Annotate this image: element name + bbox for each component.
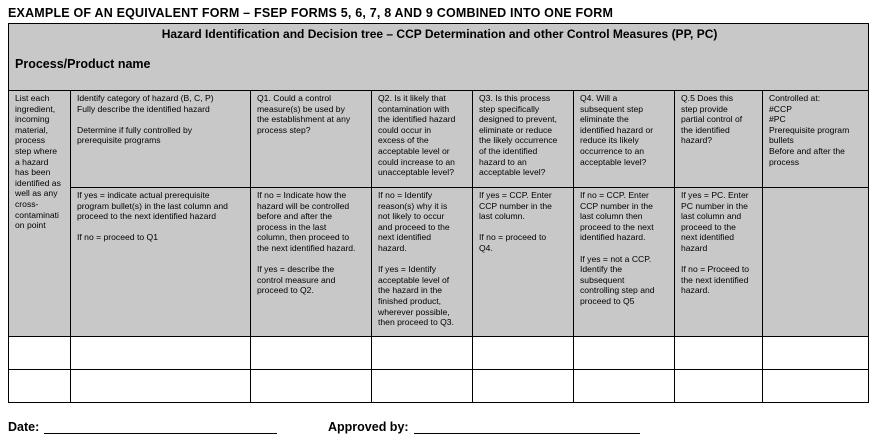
cell-text-line: has been (15, 167, 51, 178)
cell-text-line: acceptable level or (378, 145, 450, 156)
cell-text-line: wherever possible, (378, 306, 450, 317)
cell-text-line: well as any (15, 188, 58, 199)
paragraph-gap (580, 243, 670, 254)
cell-text-line: control measure and (257, 274, 336, 285)
cell-text-line: If no = Indicate how the (257, 190, 347, 200)
cell-text-line: the identified (681, 124, 730, 135)
cell-text-line: of the identified (479, 145, 538, 156)
cell-text-line: subsequent step (580, 103, 644, 114)
cell-text-line: eliminate the (580, 114, 629, 125)
paragraph-gap (77, 114, 246, 125)
entry-cell[interactable] (372, 337, 473, 370)
cell-text-line: Identify the (580, 264, 623, 275)
cell-text-line: Controlled at: (769, 93, 821, 103)
cell-text-line: PC number in the (681, 200, 748, 211)
paragraph-gap (378, 254, 468, 265)
entry-cell[interactable] (251, 337, 372, 370)
cell-text-line: acceptable level of (378, 274, 450, 285)
cell-text-line: proceed to the next (580, 221, 654, 232)
cell-text-line: measure(s) be used by (257, 103, 345, 114)
cell-text-line: ingredient, (15, 103, 56, 114)
paragraph-gap (479, 222, 569, 233)
cell-text-line: contamination with (378, 103, 450, 114)
cell-text-line: could increase to an (378, 156, 455, 167)
cell-text-line: then proceed to Q3. (378, 317, 454, 328)
cell-text-line: hazard. (378, 242, 407, 253)
entry-cell[interactable] (9, 337, 71, 370)
cell-text-line: #CCP (769, 103, 792, 114)
cell-text-line: Q4. Will a (580, 93, 618, 103)
entry-row (9, 337, 869, 370)
cell-text-line: eliminate or reduce (479, 124, 553, 135)
cell-text-line: subsequent (580, 274, 625, 285)
cell-text-line: If yes = PC. Enter (681, 190, 749, 200)
q5-question-cell (675, 91, 763, 188)
cell-text-line: identified hazard or (580, 124, 654, 135)
cell-text-line: not likely to occur (378, 211, 445, 222)
entry-cell[interactable] (251, 370, 372, 403)
cell-text-line: the establishment at any (257, 114, 351, 125)
entry-row (9, 370, 869, 403)
hazard-category-cell (71, 91, 251, 188)
controlled-answer-cell (763, 188, 869, 337)
cell-text-line: If yes = not a CCP. (580, 253, 652, 264)
cell-text-line: the likely occurrence (479, 135, 558, 146)
cell-text-line: a hazard (15, 156, 49, 167)
q3-answer-cell (473, 188, 574, 337)
cell-text-line: #PC (769, 114, 786, 125)
q3-question-cell (473, 91, 574, 188)
question-row (9, 91, 869, 188)
process-product-name-label: Process/Product name (15, 57, 151, 71)
cell-text-line: hazard to an (479, 156, 527, 167)
cell-text-line: Fully describe the identified hazard (77, 103, 210, 114)
cell-text-line: partial control of (681, 114, 743, 125)
q4-answer-cell (574, 188, 675, 337)
cell-text-line: step specifically (479, 103, 540, 114)
cell-text-line: Prerequisite program (769, 124, 850, 135)
entry-cell[interactable] (763, 337, 869, 370)
header-row (9, 24, 869, 91)
cell-text-line: Q3. Is this process (479, 93, 551, 103)
q5-answer-cell (675, 188, 763, 337)
form-header-title: Hazard Identification and Decision tree – CCP Determination and other Control Measures (PP, PC) (161, 27, 718, 41)
cell-text-line: on point (15, 220, 46, 231)
cell-text-line: process (769, 156, 800, 167)
cell-text-line: hazard (681, 242, 708, 253)
cell-text-line: contaminati (15, 209, 59, 220)
cell-text-line: Identify category of hazard (B, C, P) (77, 93, 214, 103)
entry-cell[interactable] (71, 370, 251, 403)
approved-by-field (328, 420, 640, 434)
entry-cell[interactable] (574, 337, 675, 370)
cell-text-line: step where (15, 145, 58, 156)
cell-text-line: material, (15, 124, 48, 135)
cell-text-line: If no = proceed to Q1 (77, 232, 158, 243)
approved-by-label: Approved by: (328, 420, 409, 434)
cell-text-line: proceed to Q2. (257, 285, 314, 296)
approved-by-signature-line[interactable] (414, 421, 640, 434)
hazard-form-table (8, 23, 869, 403)
header-cell (9, 24, 869, 91)
q2-answer-cell (372, 188, 473, 337)
cell-text-line: last column and (681, 211, 742, 222)
cell-text-line: If yes = CCP. Enter (479, 190, 552, 200)
cell-text-line: unacceptable level? (378, 167, 454, 178)
cell-text-line: If no = Identify (378, 190, 433, 200)
cell-text-line: could occur in (378, 124, 432, 135)
cell-text-line: program bullet(s) in the last column and (77, 200, 228, 211)
cell-text-line: next identified (378, 232, 432, 243)
entry-cell[interactable] (473, 370, 574, 403)
entry-cell[interactable] (675, 337, 763, 370)
paragraph-gap (77, 222, 246, 233)
cell-text-line: Q2. Is it likely that (378, 93, 446, 103)
cell-text-line: incoming (15, 114, 50, 125)
cell-text-line: column, then proceed to (257, 232, 350, 243)
entry-cell[interactable] (675, 370, 763, 403)
cell-text-line: last column then (580, 211, 643, 222)
paragraph-gap (681, 254, 758, 265)
cell-text-line: acceptable level? (580, 156, 647, 167)
cell-text-line: Q4. (479, 242, 493, 253)
entry-cell[interactable] (574, 370, 675, 403)
date-signature-line[interactable] (44, 421, 277, 434)
date-label: Date: (8, 420, 40, 434)
cell-text-line: If no = proceed to (479, 232, 547, 243)
cell-text-line: before and after the (257, 211, 333, 222)
cell-text-line: process step? (257, 124, 311, 135)
entry-cell[interactable] (9, 370, 71, 403)
entry-cell[interactable] (763, 370, 869, 403)
cell-text-line: prerequisite programs (77, 135, 161, 146)
cell-text-line: hazard? (681, 135, 713, 146)
q1-answer-cell (251, 188, 372, 337)
cell-text-line: designed to prevent, (479, 114, 557, 125)
cell-text-line: proceed to Q5 (580, 295, 635, 306)
cell-text-line: hazard. (681, 285, 710, 296)
cell-text-line: controlling step and (580, 285, 655, 296)
cell-text-line: next identified (681, 232, 735, 243)
cell-text-line: Q.5 Does this (681, 93, 734, 103)
cell-text-line: last column. (479, 211, 525, 222)
entry-cell[interactable] (372, 370, 473, 403)
cell-text-line: and proceed to the (378, 221, 450, 232)
document-title: EXAMPLE OF AN EQUIVALENT FORM – FSEP FORMS 5, 6, 7, 8 AND 9 COMBINED INTO ONE FORM (8, 6, 614, 20)
cell-text-line: the hazard in the (378, 285, 443, 296)
cell-text-line: CCP number in the (580, 200, 653, 211)
cell-text-line: Q1. Could a control (257, 93, 332, 103)
cell-text-line: Before and after the (769, 145, 845, 156)
cell-text-line: If no = CCP. Enter (580, 190, 649, 200)
cell-text-line: CCP number in the (479, 200, 552, 211)
cell-text-line: proceed to the next identified hazard (77, 211, 217, 222)
cell-text-line: reduce its likely (580, 135, 639, 146)
cell-text-line: proceed to the (681, 221, 736, 232)
cell-text-line: hazard will be controlled (257, 200, 350, 211)
cell-text-line: Determine if fully controlled by (77, 124, 193, 135)
cell-text-line: reason(s) why it is (378, 200, 448, 211)
q4-question-cell (574, 91, 675, 188)
controlled-at-cell (763, 91, 869, 188)
cell-text-line: process (15, 135, 46, 146)
cell-text-line: process in the last (257, 221, 327, 232)
answer-row (9, 188, 869, 337)
hazard-answer-cell (71, 188, 251, 337)
cell-text-line: List each (15, 93, 50, 103)
cell-text-line: If yes = describe the (257, 264, 335, 275)
list-each-ingredient-cell (9, 91, 71, 337)
cell-text-line: finished product, (378, 295, 442, 306)
cell-text-line: occurrence to an (580, 145, 645, 156)
cell-text-line: If yes = indicate actual prerequisite (77, 190, 210, 200)
cell-text-line: acceptable level? (479, 167, 546, 178)
cell-text-line: step provide (681, 103, 728, 114)
cell-text-line: the identified hazard (378, 114, 456, 125)
cell-text-line: If yes = Identify (378, 264, 437, 275)
cell-text-line: excess of the (378, 135, 429, 146)
cell-text-line: cross- (15, 198, 39, 209)
date-field (8, 420, 277, 434)
cell-text-line: the next identified hazard. (257, 242, 356, 253)
entry-cell[interactable] (71, 337, 251, 370)
cell-text-line: identified as (15, 177, 61, 188)
cell-text-line: identified hazard. (580, 232, 646, 243)
q1-question-cell (251, 91, 372, 188)
cell-text-line: If no = Proceed to (681, 264, 750, 275)
paragraph-gap (257, 254, 367, 265)
cell-text-line: the next identified (681, 274, 749, 285)
q2-question-cell (372, 91, 473, 188)
cell-text-line: bullets (769, 135, 794, 146)
entry-cell[interactable] (473, 337, 574, 370)
